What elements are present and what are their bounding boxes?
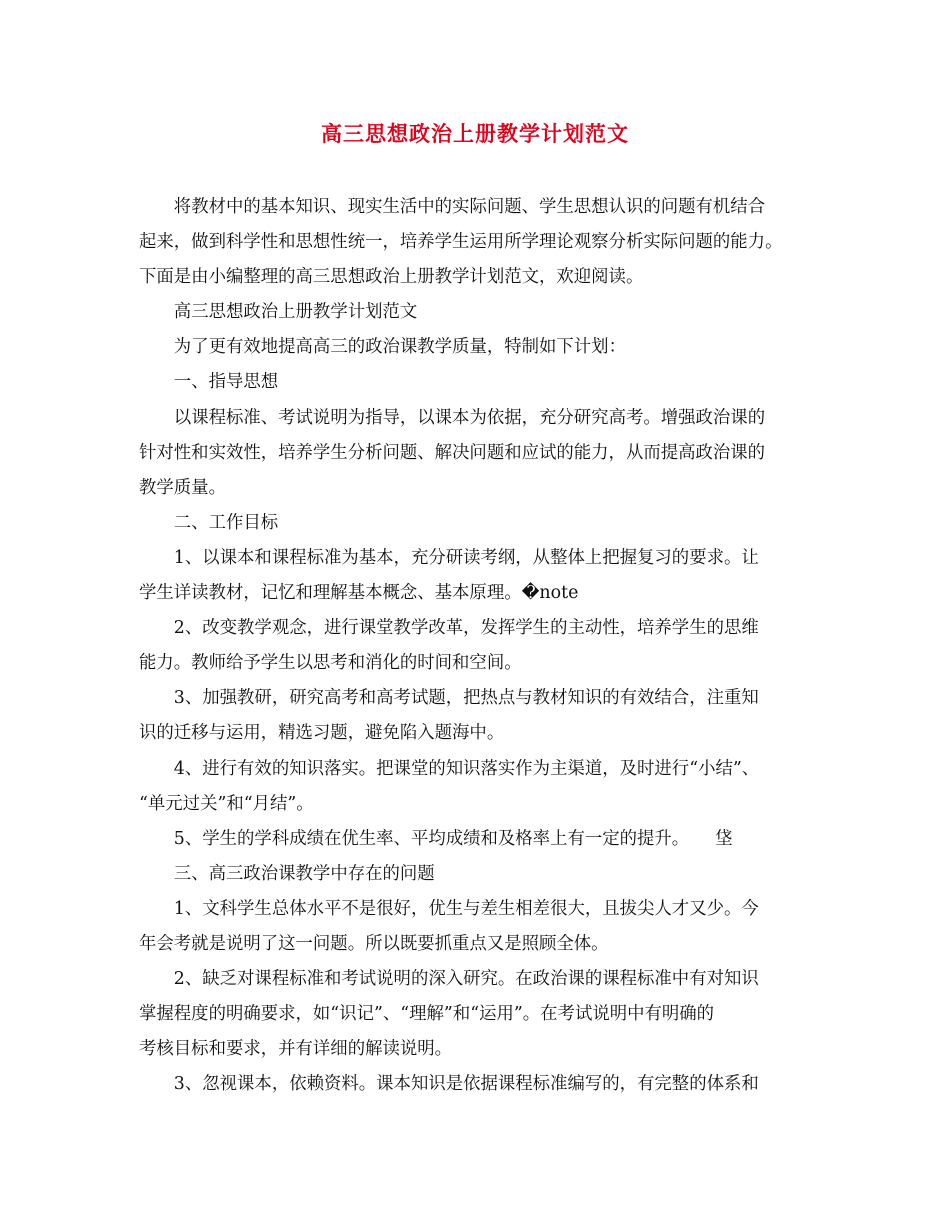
text-line: 起来，做到科学性和思想性统一，培养学生运用所学理论观察分析实际问题的能力。 <box>139 232 783 253</box>
text-line: 教学质量。 <box>139 477 226 498</box>
section-heading: 三、高三政治课教学中存在的问题 <box>173 863 435 884</box>
text-line: 学生详读教材，记忆和理解基本概念、基本原理。�note <box>139 583 579 604</box>
text-line: 1、文科学生总体水平不是很好，优生与差生相差很大，且拔尖人才又少。今 <box>173 898 759 919</box>
document-body <box>139 190 819 1102</box>
text-line: 1、以课本和课程标准为基本，充分研读考纲，从整体上把握复习的要求。让 <box>173 547 759 568</box>
text-line: 为了更有效地提高高三的政治课教学质量，特制如下计划： <box>173 337 626 358</box>
text-line: 能力。教师给予学生以思考和消化的时间和空间。 <box>139 653 522 674</box>
text-line: 3、忽视课本，依赖资料。课本知识是依据课程标准编写的，有完整的体系和 <box>173 1074 759 1095</box>
text-line: 将教材中的基本知识、现实生活中的实际问题、学生思想认识的问题有机结合 <box>173 197 766 217</box>
text-line: 年会考就是说明了这一问题。所以既要抓重点又是照顾全体。 <box>139 933 609 954</box>
section-heading: 二、工作目标 <box>173 512 279 533</box>
text-line: 2、改变教学观念，进行课堂教学改革，发挥学生的主动性，培养学生的思维 <box>173 618 759 639</box>
text-line: 4、进行有效的知识落实。把课堂的知识落实作为主渠道，及时进行“小结”、 <box>173 758 760 779</box>
text-line: 考核目标和要求，并有详细的解读说明。 <box>139 1039 453 1060</box>
text-line: 下面是由小编整理的高三思想政治上册教学计划范文，欢迎阅读。 <box>139 267 644 288</box>
section-heading: 一、指导思想 <box>173 372 279 393</box>
text-line: 识的迁移与运用，精选习题，避免陷入题海中。 <box>139 723 505 744</box>
text-line: 以课程标准、考试说明为指导，以课本为依据，充分研究高考。增强政治课的 <box>173 407 766 428</box>
text-line: 掌握程度的明确要求，如“识记”、“理解”和“运用”。在考试说明中有明确的 <box>139 1004 715 1025</box>
text-line: 3、加强教研，研究高考和高考试题，把热点与教材知识的有效结合，注重知 <box>173 688 759 709</box>
text-line: 5、学生的学科成绩在优生率、平均成绩和及格率上有一定的提升。 垡 <box>173 828 733 849</box>
document-title: 高三思想政治上册教学计划范文 <box>321 121 629 146</box>
text-line: 2、缺乏对课程标准和考试说明的深入研究。在政治课的课程标准中有对知识 <box>173 969 759 990</box>
text-line: “单元过关”和“月结”。 <box>139 793 314 814</box>
text-line: 针对性和实效性，培养学生分析问题、解决问题和应试的能力，从而提高政治课的 <box>139 442 766 463</box>
text-line: 高三思想政治上册教学计划范文 <box>173 302 418 323</box>
